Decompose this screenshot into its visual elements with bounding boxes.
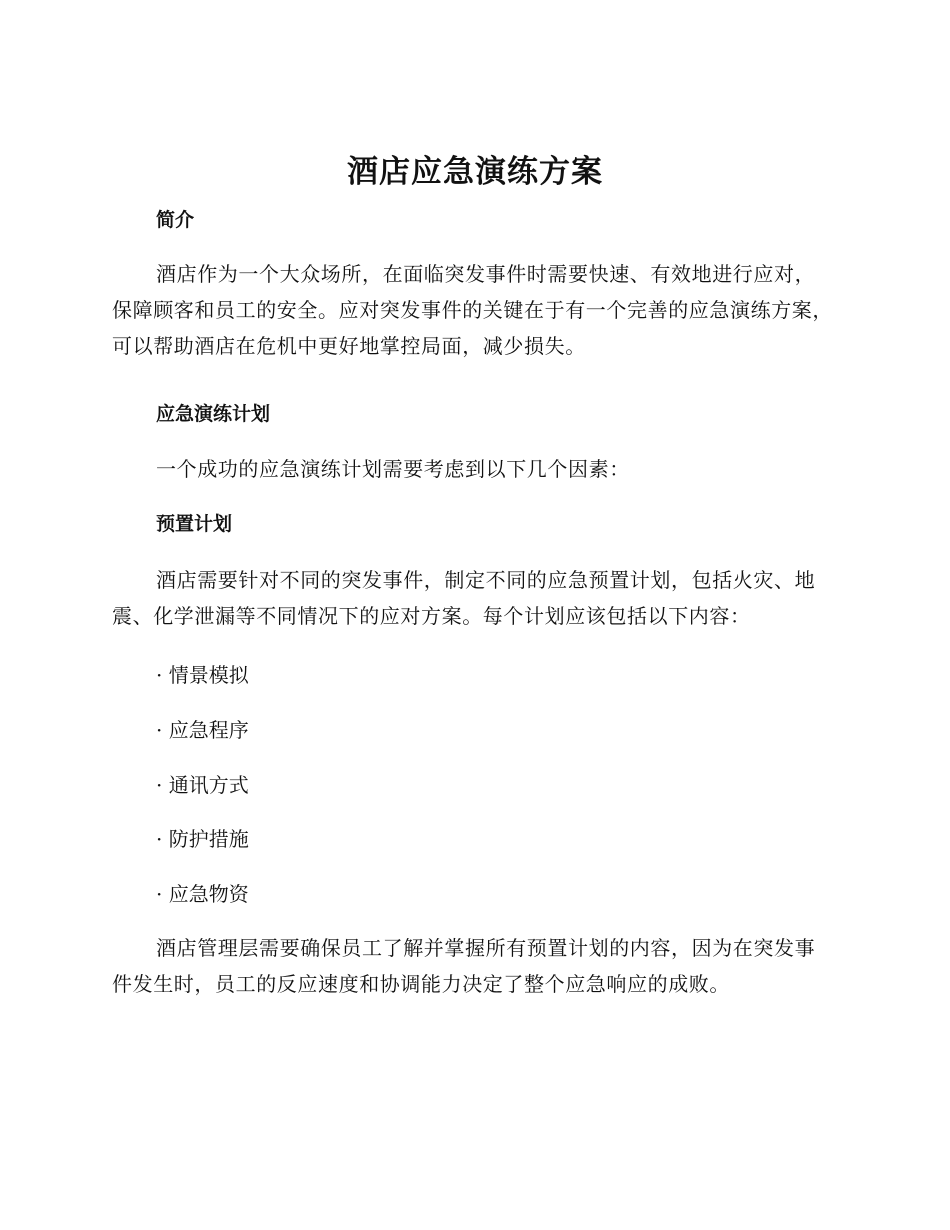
closing-paragraph: 酒店管理层需要确保员工了解并掌握所有预置计划的内容，因为在突发事件发生时，员工的反应速度和协调能力决定了整个应急响应的成败。 (112, 936, 816, 996)
list-item-communication-method: · 通讯方式 (156, 773, 249, 797)
section-paragraph-preset-plan: 酒店需要针对不同的突发事件，制定不同的应急预置计划，包括火灾、地震、化学泄漏等不同情况下的应对方案。每个计划应该包括以下内容： (112, 568, 816, 628)
list-item-protective-measures: · 防护措施 (156, 827, 249, 851)
list-item-emergency-supplies: · 应急物资 (156, 882, 249, 906)
section-heading-drill-plan: 应急演练计划 (156, 403, 271, 425)
list-item-emergency-procedure: · 应急程序 (156, 718, 249, 742)
list-item-scenario-simulation: · 情景模拟 (156, 663, 249, 687)
section-paragraph-intro: 酒店作为一个大众场所，在面临突发事件时需要快速、有效地进行应对，保障顾客和员工的安全。应对突发事件的关键在于有一个完善的应急演练方案，可以帮助酒店在危机中更好地掌控局面，减少损失。 (112, 262, 833, 358)
section-heading-preset-plan: 预置计划 (156, 513, 233, 535)
document-title: 酒店应急演练方案 (347, 154, 603, 190)
section-paragraph-drill-plan: 一个成功的应急演练计划需要考虑到以下几个因素： (156, 457, 630, 481)
section-heading-intro: 简介 (156, 209, 195, 231)
